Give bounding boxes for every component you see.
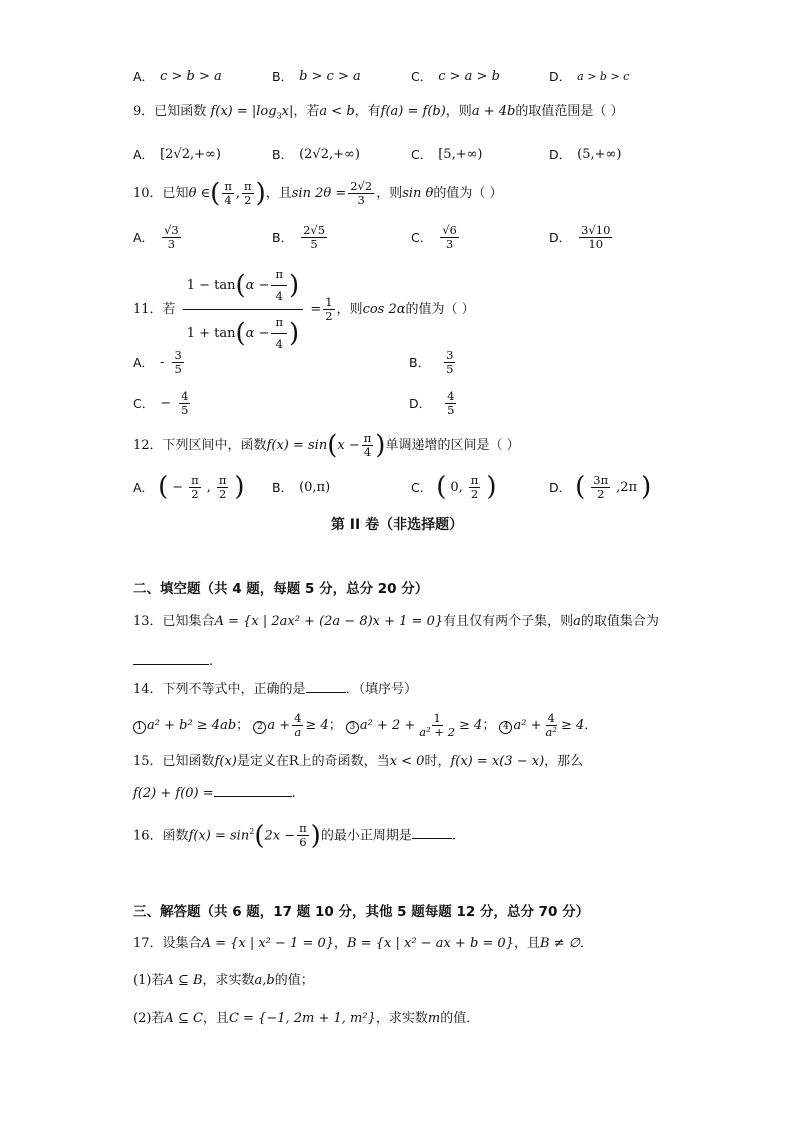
q14-blank[interactable] [306,680,346,693]
question-16: 16．函数$f(x) = \sin^2(2x$ − $\frac{\pi}{6}$ )的最小正周期是 . [133,820,456,851]
q14-items: 1 a² + b² ≥ 4ab； 2 a + $\frac{4}{a}$ ≥ 4； 3 a² + 2 + $\frac{1}{\text{a² + 2}}$ ≥ 4； 4 a² + $\frac{4}{\text{a²}}$ ≥ 4． [133,710,597,742]
q9-options [133,137,753,171]
q13-answer-line: . [133,652,213,672]
q15-answer-line: f(2) + f(0) = . [133,786,296,801]
q12-option-b: B． (0,π) [272,479,331,495]
q10-option-b: B． $\frac{2√5}{5}$ [272,222,326,251]
q8-option-a: A． c > b > a [133,68,222,84]
section-2-heading: 二、填空题（共 4 题，每题 5 分，总分 20 分） [133,581,429,597]
q8-option-d: D． a > b > c [549,69,630,84]
question-17: 17．设集合A = {x | x² − 1 = 0}，B = {x | x² − ax + b = 0}，且B ≠ ∅． [133,936,594,951]
q9-option-a: A． [2√2,+∞) [133,146,221,162]
q16-blank[interactable] [412,826,452,839]
q10-option-a: A． $\frac{√3}{3}$ [133,222,179,251]
q11-fraction: 1 − tan(α − $\frac{\pi}{4}$ ) 1 + tan(α − $\frac{\pi}{4}$ ) [183,264,303,355]
q8-option-b: B． b > c > a [272,68,361,84]
q12-option-a: A． ( − $\frac{\pi}{2}$ , $\frac{\pi}{2}$ ) [133,472,245,502]
q11-option-d: D． $\frac{4}{5}$ [409,388,455,417]
q9-option-c: C． [5,+∞) [411,146,483,162]
q15-blank[interactable] [214,784,292,797]
q12-options [133,470,753,504]
q9-option-b: B． (2√2,+∞) [272,146,360,162]
q10-option-d: D． $\frac{3√10}{10}$ [549,222,611,251]
q8-options [133,59,753,93]
section-3-heading: 三、解答题（共 6 题，17 题 10 分，其他 5 题每题 12 分，总分 70 分） [133,904,590,920]
question-14: 14．下列不等式中，正确的是 ．（填序号） [133,682,418,697]
question-15: 15．已知函数f(x)是定义在R上的奇函数，当x < 0时，f(x) = x(3 − x)，那么 [133,754,584,769]
q8-option-c: C． c > a > b [411,68,500,84]
q10-option-c: C． $\frac{√6}{3}$ [411,222,457,251]
part2-title: 第 II 卷（非选择题） [330,517,464,533]
q11-option-a: A． - $\frac{3}{5}$ [133,347,182,376]
q11-options-row1 [133,345,753,379]
q11-options-row2 [133,386,753,420]
question-9: 9．已知函数 $f(x) = |\log_3x|$，若a < b，有f(a) = f(b)，则a + 4b的取值范围是（ ） [133,104,624,121]
q17-part-1: (1)若A ⊆ B，求实数a,b的值； [133,973,314,988]
q11-option-b: B． $\frac{3}{5}$ [409,347,454,376]
q12-option-d: D． ( $\frac{3\pi}{2}$ ,2π ) [549,472,652,502]
q12-option-c: C． ( 0, $\frac{\pi}{2}$ ) [411,472,497,502]
question-13: 13．已知集合A = {x | 2ax² + (2a − 8)x + 1 = 0}有且仅有两个子集，则a的取值集合为 [133,614,659,629]
question-10: 10．已知θ ∈( $\frac{\pi}{4}$ , $\frac{\pi}{2}$ )，且sin 2θ = $\frac{2√2}{3}$ ，则sin θ的值为（ ） [133,178,503,209]
q9-option-d: D． (5,+∞) [549,146,622,162]
question-11: 11．若 1 − tan(α − $\frac{\pi}{4}$ ) 1 + tan(α − $\frac{\pi}{4}$ ) = $\frac{1}{2}$ ，则cos 2α的值为（ ） [133,264,475,336]
q10-options [133,220,753,254]
q13-blank[interactable] [133,652,209,665]
q17-part-2: (2)若A ⊆ C，且C = {−1, 2m + 1, m²}，求实数m的值． [133,1011,480,1026]
question-12: 12．下列区间中，函数f(x) = sin(x − $\frac{\pi}{4}$ )单调递增的区间是（ ） [133,430,520,461]
q11-option-c: C． − $\frac{4}{5}$ [133,388,189,417]
